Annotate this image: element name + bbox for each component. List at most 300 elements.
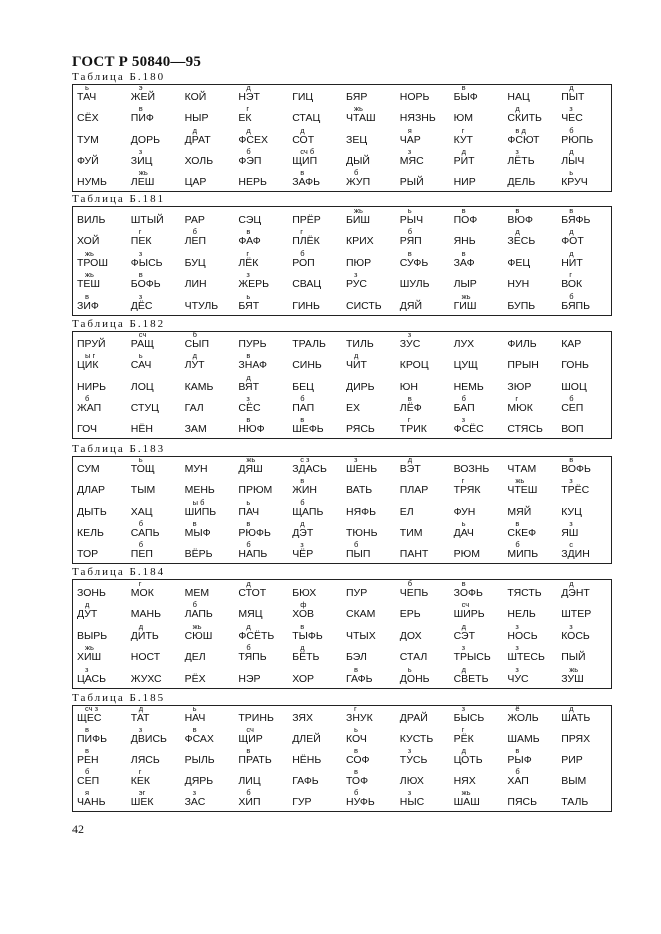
diacritic-mark: з	[407, 746, 412, 755]
diacritic-mark: г	[300, 227, 303, 237]
table-cell	[127, 170, 181, 191]
table-cell	[450, 353, 504, 374]
diacritic-mark: в	[85, 292, 89, 301]
word: ДЛЕЙ	[292, 733, 321, 745]
word: РИР	[561, 754, 583, 766]
table-cell	[234, 106, 288, 127]
table-cell	[503, 417, 557, 438]
word: ВЭТ	[399, 463, 421, 476]
word: ПУР	[345, 586, 368, 599]
word: СЕП	[77, 775, 100, 787]
word-table	[72, 206, 612, 316]
diacritic-mark: ь	[407, 205, 412, 215]
table-cell	[557, 727, 611, 748]
word: БЯФЬ	[561, 213, 591, 226]
word: ЩИП	[292, 154, 318, 167]
table-cell	[342, 478, 396, 499]
word: МУН	[184, 463, 208, 476]
word: ПРЁР	[292, 213, 321, 226]
table-cell	[450, 293, 504, 315]
word: ЖОЛЬ	[507, 712, 539, 724]
table-cell	[234, 417, 288, 438]
diacritic-mark: в д	[515, 125, 526, 135]
word: ХАП	[507, 775, 529, 787]
word: ЗЮР	[507, 380, 532, 393]
word: СКАМ	[345, 608, 376, 621]
diacritic-mark: в	[353, 746, 358, 755]
word: СЁС	[238, 401, 261, 414]
diacritic-mark: г	[407, 415, 411, 424]
table-cell	[234, 499, 288, 520]
word: ФЫСЬ	[130, 256, 163, 269]
diacritic-mark: ь	[192, 704, 197, 713]
table-cell	[342, 149, 396, 170]
table-cell	[557, 457, 611, 478]
diacritic-mark: б	[407, 227, 413, 237]
word: РЁК	[453, 733, 474, 745]
word: ЕЛ	[399, 505, 414, 518]
word-table	[72, 579, 612, 689]
diacritic-mark: б	[246, 146, 251, 156]
diacritic-mark: б	[515, 767, 520, 776]
word: ТЫМ	[130, 484, 156, 497]
table-cell	[73, 149, 127, 170]
word: МЮК	[507, 401, 533, 414]
diacritic-mark: д	[569, 227, 574, 237]
word: СЭЦ	[238, 213, 262, 226]
table-cell	[503, 478, 557, 499]
word: ЛИН	[184, 278, 207, 291]
word: ПЛЁК	[292, 235, 320, 248]
word: ДРАЙ	[399, 712, 428, 724]
word: СКИТЬ	[507, 112, 542, 125]
word: МЕМ	[184, 586, 210, 599]
word: ВЫРЬ	[77, 629, 108, 642]
table-cell	[557, 374, 611, 395]
table-cell	[342, 396, 396, 417]
word: БУПЬ	[507, 300, 536, 312]
word: ХОР	[292, 673, 315, 685]
table-caption: Таблица Б.181	[72, 193, 166, 205]
word: ЧЕПЬ	[399, 586, 429, 599]
table-cell	[181, 207, 235, 229]
table-cell	[396, 106, 450, 127]
table-cell	[557, 602, 611, 624]
table-caption: Таблица Б.185	[72, 692, 166, 704]
diacritic-mark: в	[192, 518, 197, 528]
table-cell	[288, 602, 342, 624]
table-cell	[557, 417, 611, 438]
table-cell	[288, 170, 342, 191]
table-cell	[503, 393, 557, 417]
table-cell	[557, 229, 611, 251]
table-cell	[557, 645, 611, 667]
table-cell	[450, 790, 504, 811]
table-cell	[234, 769, 288, 790]
word: ЛЮХ	[399, 775, 424, 787]
word: ЗДИН	[561, 548, 590, 560]
diacritic-mark: з	[461, 704, 466, 713]
diacritic-mark: ь	[569, 168, 574, 177]
diacritic-mark: в	[85, 725, 89, 734]
table-cell	[288, 353, 342, 374]
diacritic-mark: б	[300, 497, 305, 507]
word: ХИП	[238, 796, 261, 808]
diacritic-mark: д	[246, 125, 251, 135]
word: РЁХ	[184, 673, 206, 685]
table-cell	[557, 478, 611, 499]
table-cell	[127, 666, 181, 688]
word: РЫЧ	[399, 213, 424, 226]
word: ЧЕС	[561, 112, 583, 125]
word: СОФ	[345, 754, 370, 766]
word: ПЯСЬ	[507, 796, 537, 808]
word: ЗАС	[184, 796, 206, 808]
page-number: 42	[72, 822, 84, 836]
word: ЧИТ	[345, 359, 367, 372]
diacritic-mark: з	[192, 788, 197, 797]
table-cell	[127, 85, 181, 106]
table-cell	[557, 580, 611, 602]
word: ЛОЦ	[130, 380, 154, 393]
word: ЗИЦ	[130, 154, 153, 167]
diacritic-mark: б	[569, 125, 574, 135]
diacritic-mark: ь	[246, 497, 251, 507]
word: МЫФ	[184, 526, 211, 539]
diacritic-mark: в	[353, 767, 358, 776]
word: ТРИК	[399, 423, 427, 435]
table-cell	[503, 229, 557, 251]
word: ВЮФ	[507, 213, 533, 226]
word: СЫП	[184, 338, 210, 351]
diacritic-mark: ф	[300, 600, 307, 610]
word: ЛУТ	[184, 359, 205, 372]
table-cell	[503, 127, 557, 148]
table-cell	[181, 374, 235, 395]
word: ТРЫСЬ	[453, 651, 491, 664]
word: ШТЫЙ	[130, 213, 164, 226]
word: БЫФ	[453, 91, 478, 104]
word: СВАЦ	[292, 278, 322, 291]
table-cell	[181, 580, 235, 602]
diacritic-mark: д	[246, 578, 251, 588]
word: БИШ	[345, 213, 371, 226]
word: НИР	[453, 176, 476, 188]
diacritic-mark: ь	[138, 351, 143, 361]
diacritic-mark: д	[569, 248, 574, 258]
word: ЗДАСЬ	[292, 463, 327, 476]
word: ЕРЬ	[399, 608, 421, 621]
table-cell	[181, 542, 235, 563]
table-cell	[181, 353, 235, 374]
diacritic-mark: д	[461, 665, 466, 674]
table-cell	[396, 272, 450, 294]
table-cell	[73, 748, 127, 769]
table-cell	[342, 706, 396, 727]
table-cell	[503, 518, 557, 542]
diacritic-mark: ь	[353, 725, 358, 734]
diacritic-mark: з	[246, 270, 250, 280]
word: ПИФ	[130, 112, 154, 125]
table-cell	[73, 229, 127, 251]
table-cell	[127, 580, 181, 602]
word: СЕП	[561, 401, 584, 414]
table-cell	[557, 748, 611, 769]
table-cell	[288, 374, 342, 395]
word: ТИМ	[399, 526, 423, 539]
diacritic-mark: в	[246, 415, 251, 424]
table-cell	[288, 146, 342, 170]
word: РЯП	[399, 235, 422, 248]
word: НЯЗНЬ	[399, 112, 436, 125]
word: МИПЬ	[507, 548, 539, 560]
word: ДЯЙ	[399, 300, 423, 312]
table-cell	[127, 293, 181, 315]
table-cell	[557, 353, 611, 374]
diacritic-mark: в	[569, 205, 574, 215]
table-cell	[396, 542, 450, 563]
table-cell	[557, 769, 611, 790]
word: ТРОШ	[77, 256, 108, 269]
diacritic-mark: эг	[138, 788, 146, 797]
diacritic-mark: г	[138, 578, 142, 588]
table-cell	[181, 417, 235, 438]
word: ЛИЦ	[238, 775, 261, 787]
diacritic-mark: г	[515, 393, 519, 403]
word: ЦОТЬ	[453, 754, 483, 766]
word: ЗЕЦ	[345, 133, 368, 146]
table-cell	[181, 706, 235, 727]
table-cell	[342, 769, 396, 790]
table-cell	[288, 272, 342, 294]
word: ШОЦ	[561, 380, 587, 393]
word: ТЮНЬ	[345, 526, 378, 539]
table-cell	[73, 393, 127, 417]
table-cell	[73, 478, 127, 499]
table-cell	[450, 457, 504, 478]
diacritic-mark: я	[85, 788, 90, 797]
word: ТРАЛЬ	[292, 338, 326, 351]
table-cell	[396, 417, 450, 438]
table-cell	[503, 170, 557, 191]
diacritic-mark: д	[569, 146, 574, 156]
word: НЯФЬ	[345, 505, 377, 518]
table-cell	[503, 623, 557, 645]
diacritic-mark: д	[461, 146, 466, 156]
table-cell	[73, 623, 127, 645]
word: ЕК	[238, 112, 252, 125]
word: ЛЫЧ	[561, 154, 585, 167]
table-cell	[342, 623, 396, 645]
diacritic-mark: б	[246, 788, 251, 797]
table-cell	[396, 457, 450, 478]
word: ЖАП	[77, 401, 102, 414]
word: СЮШ	[184, 629, 213, 642]
table-cell	[342, 170, 396, 191]
word: БЫСЬ	[453, 712, 485, 724]
word: ПОФ	[453, 213, 478, 226]
word: ВЯТ	[238, 380, 260, 393]
table-cell	[396, 85, 450, 106]
word: НЕМЬ	[453, 380, 484, 393]
diacritic-mark: б	[353, 540, 359, 549]
word: ЯШ	[561, 526, 579, 539]
word: ГИШ	[453, 300, 477, 312]
table-cell	[288, 393, 342, 417]
word: ЗУС	[399, 338, 421, 351]
table-cell	[127, 457, 181, 478]
word: ШАШ	[453, 796, 480, 808]
diacritic-mark: з	[138, 725, 143, 734]
table-cell	[503, 106, 557, 127]
table-cell	[234, 170, 288, 191]
word: РАЩ	[130, 338, 154, 351]
diacritic-mark: в	[300, 621, 305, 631]
table-cell	[396, 127, 450, 148]
diacritic-mark: з	[461, 643, 466, 653]
diacritic-mark: жь	[85, 248, 94, 258]
table-cell	[342, 645, 396, 667]
word: ЖИН	[292, 484, 318, 497]
diacritic-mark: г	[138, 227, 142, 237]
word: РИТ	[453, 154, 475, 167]
word: ДОРЬ	[130, 133, 160, 146]
word: ХОЙ	[77, 235, 100, 248]
word: ГИЦ	[292, 91, 314, 104]
diacritic-mark: жь	[85, 643, 94, 653]
word: СТЯСЬ	[507, 423, 543, 435]
table-cell	[450, 706, 504, 727]
word: БУЦ	[184, 256, 206, 269]
table-cell	[342, 666, 396, 688]
table-cell	[557, 623, 611, 645]
table-cell	[73, 170, 127, 191]
diacritic-mark: в	[407, 248, 412, 258]
diacritic-mark: д	[246, 372, 251, 382]
table-cell	[450, 666, 504, 688]
table-cell	[181, 666, 235, 688]
word-table	[72, 331, 612, 439]
table-cell	[503, 706, 557, 727]
table-cell	[181, 790, 235, 811]
word: НИТ	[561, 256, 583, 269]
table-cell	[73, 417, 127, 438]
word: ДЯШ	[238, 463, 263, 476]
diacritic-mark: ь	[138, 455, 143, 465]
table-cell	[342, 748, 396, 769]
table-cell	[503, 727, 557, 748]
table-cell	[342, 85, 396, 106]
table-cell	[342, 207, 396, 229]
word: ЧТУЛЬ	[184, 300, 219, 312]
word: РЫЛЬ	[184, 754, 215, 766]
diacritic-mark: в	[569, 455, 574, 465]
table-cell	[73, 353, 127, 374]
diacritic-mark: в	[138, 104, 143, 114]
diacritic-mark: в	[300, 168, 305, 177]
word: БЭЛ	[345, 651, 367, 664]
word: ЛЫР	[453, 278, 477, 291]
table-cell	[127, 127, 181, 148]
word: ДЭТ	[292, 526, 314, 539]
word: НЯХ	[453, 775, 476, 787]
word: НЮФ	[238, 423, 265, 435]
table-cell	[396, 207, 450, 229]
table-cell	[127, 417, 181, 438]
word: НЭТ	[238, 91, 260, 104]
word: ГОНЬ	[561, 359, 589, 372]
word: ЧТЫХ	[345, 629, 376, 642]
word: ХАЦ	[130, 505, 153, 518]
word: КОЙ	[184, 91, 207, 104]
diacritic-mark: в	[246, 351, 251, 361]
diacritic-mark: д	[300, 643, 305, 653]
word: РЮМ	[453, 548, 480, 560]
table-cell	[342, 332, 396, 353]
word: ЧТЕШ	[507, 484, 538, 497]
word: ЧТАМ	[507, 463, 537, 476]
table-cell	[127, 499, 181, 520]
word: ЛЁТЬ	[507, 154, 535, 167]
table-cell	[396, 393, 450, 417]
word: ЩИР	[238, 733, 263, 745]
word: КЕЛЬ	[77, 526, 104, 539]
word: ФСЮТ	[507, 133, 540, 146]
table-cell	[557, 790, 611, 811]
table-cell	[557, 127, 611, 148]
word: ЛАПЬ	[184, 608, 213, 621]
word: БОФЬ	[130, 278, 161, 291]
word: БЮХ	[292, 586, 317, 599]
word: СУФЬ	[399, 256, 429, 269]
table-cell	[234, 645, 288, 667]
word: ВОП	[561, 423, 584, 435]
table-cell	[234, 353, 288, 374]
table-cell	[234, 127, 288, 148]
word: ДВИСЬ	[130, 733, 167, 745]
word: ПЫТ	[561, 91, 585, 104]
table-cell	[181, 769, 235, 790]
word: ДУТ	[77, 608, 98, 621]
table-cell	[181, 457, 235, 478]
word: ЗАМ	[184, 423, 207, 435]
table-cell	[557, 666, 611, 688]
diacritic-mark: сч	[138, 330, 147, 340]
diacritic-mark: б	[569, 292, 574, 301]
diacritic-mark: з	[407, 788, 412, 797]
diacritic-mark: в	[246, 227, 251, 237]
word: ЛУХ	[453, 338, 475, 351]
word: КУЦ	[561, 505, 582, 518]
diacritic-mark: жь	[246, 455, 256, 465]
diacritic-mark: д	[300, 125, 305, 135]
word: ШЕНЬ	[345, 463, 378, 476]
table-cell	[503, 499, 557, 520]
word: НАЦ	[507, 91, 530, 104]
word: ПЕК	[130, 235, 152, 248]
table-cell	[396, 623, 450, 645]
table-cell	[234, 250, 288, 272]
table-cell	[396, 727, 450, 748]
table-cell	[181, 229, 235, 251]
word: ЧТАШ	[345, 112, 376, 125]
table-cell	[234, 602, 288, 624]
table-cell	[557, 146, 611, 170]
word: КАР	[561, 338, 582, 351]
word: ГАФЬ	[292, 775, 319, 787]
table-cell	[396, 229, 450, 251]
diacritic-mark: з	[407, 330, 412, 340]
